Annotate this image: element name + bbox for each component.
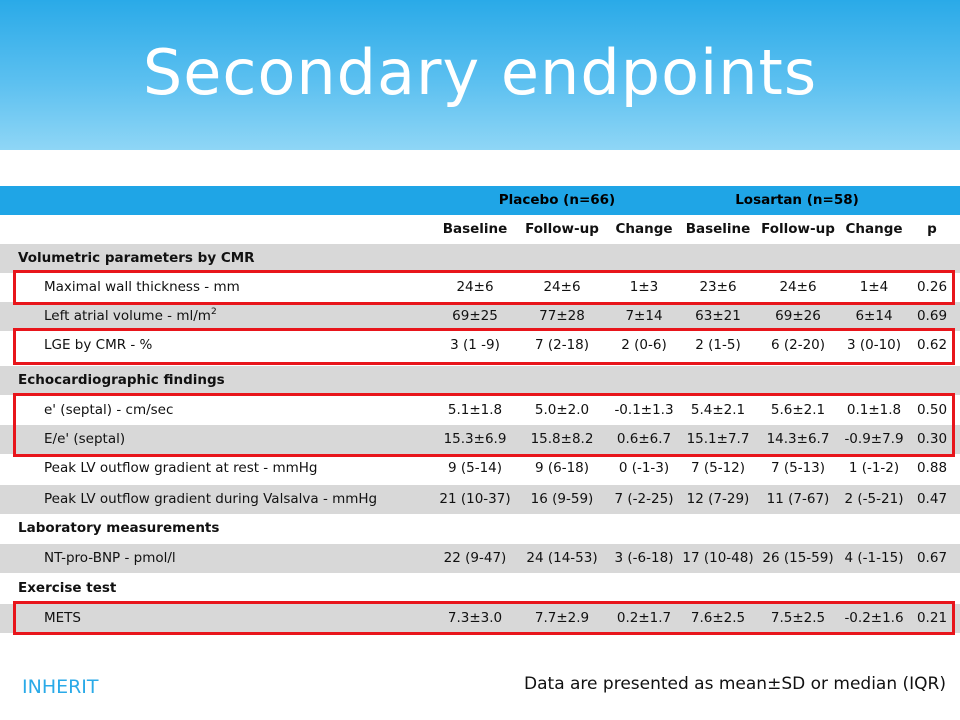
table-cell: 0.69	[916, 308, 948, 324]
table-cell: 3 (0-10)	[846, 337, 902, 353]
table-cell: 21 (10-37)	[439, 491, 511, 507]
table-cell: 0.1±1.8	[846, 402, 902, 418]
table-row	[0, 425, 960, 454]
table-cell: 0.30	[916, 431, 948, 447]
table-cell: 1±3	[629, 279, 659, 295]
row-label: METS	[44, 610, 81, 626]
table-cell: 0.2±1.7	[616, 610, 672, 626]
table-cell: 15.1±7.7	[686, 431, 750, 447]
table-cell: 12 (7-29)	[686, 491, 750, 507]
col-header: Baseline	[442, 221, 508, 237]
table-cell: 26 (15-59)	[762, 550, 834, 566]
col-header: Change	[845, 221, 903, 237]
group-placebo: Placebo (n=66)	[498, 192, 616, 208]
table-cell: 0.50	[916, 402, 948, 418]
row-label: LGE by CMR - %	[44, 337, 153, 353]
footnote: Data are presented as mean±SD or median (IQR)	[524, 674, 946, 694]
table-cell: 7 (5-12)	[690, 460, 746, 476]
section-label: Exercise test	[18, 580, 117, 596]
table-row	[0, 396, 960, 425]
table-cell: 3 (1 -9)	[450, 337, 500, 353]
table-cell: 7.7±2.9	[534, 610, 590, 626]
col-header: Change	[615, 221, 673, 237]
table-cell: 77±28	[539, 308, 585, 324]
table-cell: 0.6±6.7	[616, 431, 672, 447]
table-cell: 2 (1-5)	[695, 337, 741, 353]
table-row	[0, 302, 960, 331]
table-cell: 22 (9-47)	[443, 550, 507, 566]
table-cell: 6±14	[855, 308, 893, 324]
title-banner	[0, 0, 960, 150]
table-cell: 0.62	[916, 337, 948, 353]
table-cell: 14.3±6.7	[766, 431, 830, 447]
slide-title: Secondary endpoints	[142, 36, 818, 109]
table-cell: 0.26	[916, 279, 948, 295]
table-row	[0, 273, 960, 302]
table-cell: 2 (0-6)	[621, 337, 667, 353]
row-label: Peak LV outflow gradient at rest - mmHg	[44, 460, 318, 476]
row-label-text: Left atrial volume - ml/m	[44, 308, 211, 324]
table-cell: 69±26	[775, 308, 821, 324]
table-cell: 1±4	[859, 279, 889, 295]
table-cell: 7.5±2.5	[770, 610, 826, 626]
table-cell: 7 (-2-25)	[614, 491, 674, 507]
table-cell: 15.3±6.9	[443, 431, 507, 447]
table-cell: 0.88	[916, 460, 948, 476]
table-cell: 7±14	[625, 308, 663, 324]
table-cell: 5.0±2.0	[534, 402, 590, 418]
table-cell: 24 (14-53)	[526, 550, 598, 566]
row-label-sup: 2	[210, 307, 217, 317]
section-label: Laboratory measurements	[18, 520, 220, 536]
table-row	[0, 604, 960, 633]
study-name: INHERIT	[22, 676, 99, 698]
table-cell: 1 (-1-2)	[848, 460, 900, 476]
table-cell: 7 (2-18)	[534, 337, 590, 353]
section-label: Echocardiographic findings	[18, 372, 225, 388]
table-cell: 9 (5-14)	[447, 460, 503, 476]
table-cell: 3 (-6-18)	[614, 550, 674, 566]
table-cell: 7 (5-13)	[770, 460, 826, 476]
table-cell: 23±6	[699, 279, 737, 295]
row-label: NT-pro-BNP - pmol/l	[44, 550, 176, 566]
col-header: Baseline	[685, 221, 751, 237]
table-row	[0, 331, 960, 360]
table-row	[0, 454, 960, 483]
table-cell: 5.1±1.8	[447, 402, 503, 418]
col-header: Follow-up	[761, 221, 835, 237]
table-cell: 6 (2-20)	[770, 337, 826, 353]
group-header-row	[0, 186, 960, 215]
col-header: p	[927, 221, 937, 237]
row-label	[44, 302, 217, 331]
table-cell: 17 (10-48)	[682, 550, 754, 566]
table-cell: 15.8±8.2	[530, 431, 594, 447]
table-cell: 24±6	[779, 279, 817, 295]
column-header-row	[0, 215, 960, 244]
table-row	[0, 544, 960, 573]
section-row	[0, 244, 960, 273]
table-cell: 16 (9-59)	[530, 491, 594, 507]
table-cell: -0.1±1.3	[614, 402, 674, 418]
section-row	[0, 366, 960, 395]
group-losartan: Losartan (n=58)	[735, 192, 859, 208]
table-cell: 2 (-5-21)	[844, 491, 904, 507]
row-label: e' (septal) - cm/sec	[44, 402, 174, 418]
table-cell: 0.47	[916, 491, 948, 507]
section-row	[0, 574, 960, 603]
table-cell: 7.3±3.0	[447, 610, 503, 626]
table-cell: 0.67	[916, 550, 948, 566]
table-cell: 24±6	[543, 279, 581, 295]
table-cell: 0.21	[916, 610, 948, 626]
table-cell: 5.4±2.1	[690, 402, 746, 418]
row-label: Peak LV outflow gradient during Valsalva - mmHg	[44, 491, 378, 507]
row-label: E/e' (septal)	[44, 431, 126, 447]
table-cell: 5.6±2.1	[770, 402, 826, 418]
section-row	[0, 514, 960, 543]
section-label: Volumetric parameters by CMR	[18, 250, 255, 266]
table-cell: -0.2±1.6	[844, 610, 904, 626]
table-cell: -0.9±7.9	[844, 431, 904, 447]
row-label: Maximal wall thickness - mm	[44, 279, 240, 295]
table-cell: 4 (-1-15)	[844, 550, 904, 566]
col-header: Follow-up	[525, 221, 599, 237]
table-cell: 0 (-1-3)	[618, 460, 670, 476]
table-cell: 9 (6-18)	[534, 460, 590, 476]
table-cell: 63±21	[695, 308, 741, 324]
table-row	[0, 485, 960, 514]
table-cell: 24±6	[456, 279, 494, 295]
table-cell: 11 (7-67)	[766, 491, 830, 507]
table-cell: 7.6±2.5	[690, 610, 746, 626]
table-cell: 69±25	[452, 308, 498, 324]
